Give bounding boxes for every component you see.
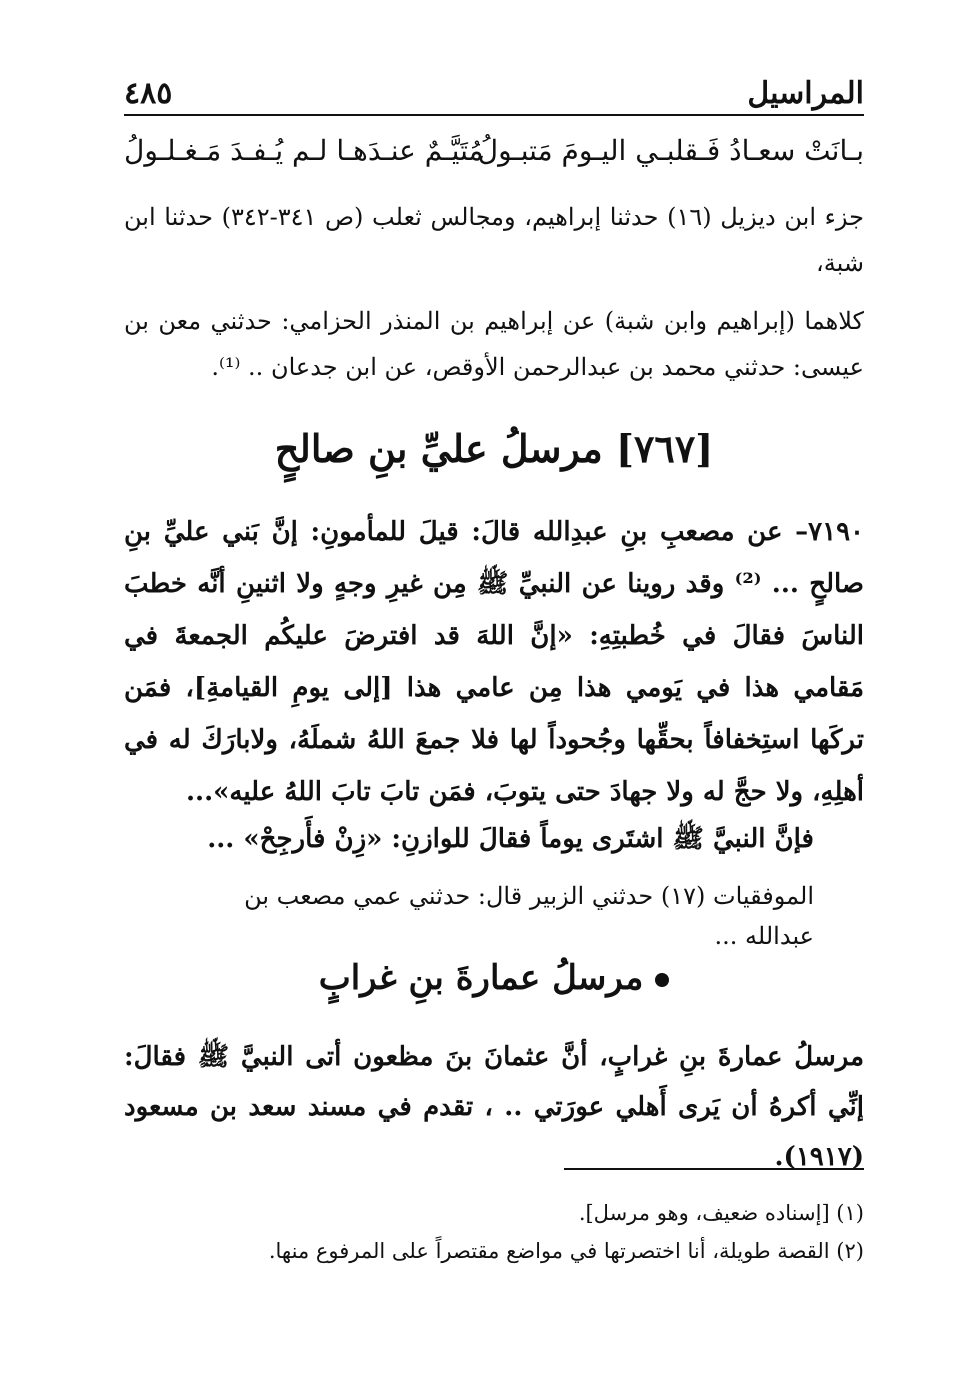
hadith-ammara: مرسلُ عمارةَ بنِ غرابٍ، أنَّ عثمانَ بنَ مظعون أتى النبيَّ ﷺ فقالَ: إنِّي أكرهُ أن يَرى أَهلي عورَتي .. ، تقدم في مسند سعد بن مسعود (١٩١٧).: [124, 1042, 864, 1172]
footnote-2: (٢) القصة طويلة، أنا اختصرتها في مواضع مقتصراً على المرفوع منها.: [268, 1239, 864, 1263]
verse-second-hemistich: مُتَيَّـمٌ عنـدَهـا لـم يُـفـدَ مَـغـلـولُ: [124, 134, 484, 167]
page-number: ٤٨٥: [124, 76, 173, 111]
source-paragraph: جزء ابن ديزيل (١٦) حدثنا إبراهيم، ومجالس ثعلب (ص ٣٤١-٣٤٢) حدثنا ابن شبة،: [124, 203, 864, 277]
hadith-7190-source: الموفقيات (١٧) حدثني الزبير قال: حدثني عمي مصعب بن عبدالله ...: [244, 882, 814, 950]
hadith-7190: ٧١٩٠– عن مصعبِ بنِ عبدِالله قالَ: قيلَ للمأمونِ: إنَّ بَني عليِّ بنِ صالحٍ ... ⁽²⁾ وقد روينا عن النبيِّ ﷺ مِن غيرِ وجهٍ ولا اثنينِ أنَّه خطبَ الناسَ فقالَ في خُطبتِهِ: «إنَّ اللهَ قد افترضَ عليكُم الجمعةَ في مَقامي هذا في يَومي هذا مِن عامي هذا [إلى يومِ القيامةِ]، فمَن تركَها استِخفافاً بحقِّها وجُحوداً لها فلا جمعَ اللهُ شملَهُ، ولابارَكَ له في أهلِهِ، ولا حجَّ له ولا جهادَ حتى يتوبَ، فمَن تابَ تابَ اللهُ عليه»...: [124, 517, 864, 807]
poetry-verse: [124, 134, 864, 178]
section-subtitle-text: مرسلُ عمارةَ بنِ غرابٍ: [318, 958, 644, 998]
section-subtitle: [124, 958, 864, 998]
bullet-icon: [655, 973, 669, 987]
verse-first-hemistich: بـانَتْ سعـادُ فَـقلبـي اليـومَ مَتبـولُ: [477, 134, 864, 167]
page-header: [124, 70, 864, 116]
footnote-divider: [564, 1168, 864, 1170]
footnote-1: (١) [إسناده ضعيف، وهو مرسل].: [578, 1201, 864, 1225]
chapter-title: [٧٦٧] مرسلُ عليِّ بنِ صالحٍ: [274, 426, 714, 471]
hadith-7190-continuation: فإنَّ النبيَّ ﷺ اشتَرى يوماً فقالَ للوازنِ: «زِنْ فأَرجِحْ» ...: [207, 824, 814, 854]
running-title: المراسيل: [747, 76, 864, 111]
footnotes: [124, 1194, 864, 1270]
chain-paragraph: كلاهما (إبراهيم وابن شبة) عن إبراهيم بن المنذر الحزامي: حدثني معن بن عيسى: حدثني محمد بن عبدالرحمن الأوقص، عن ابن جدعان .. ⁽¹⁾.: [124, 307, 864, 381]
